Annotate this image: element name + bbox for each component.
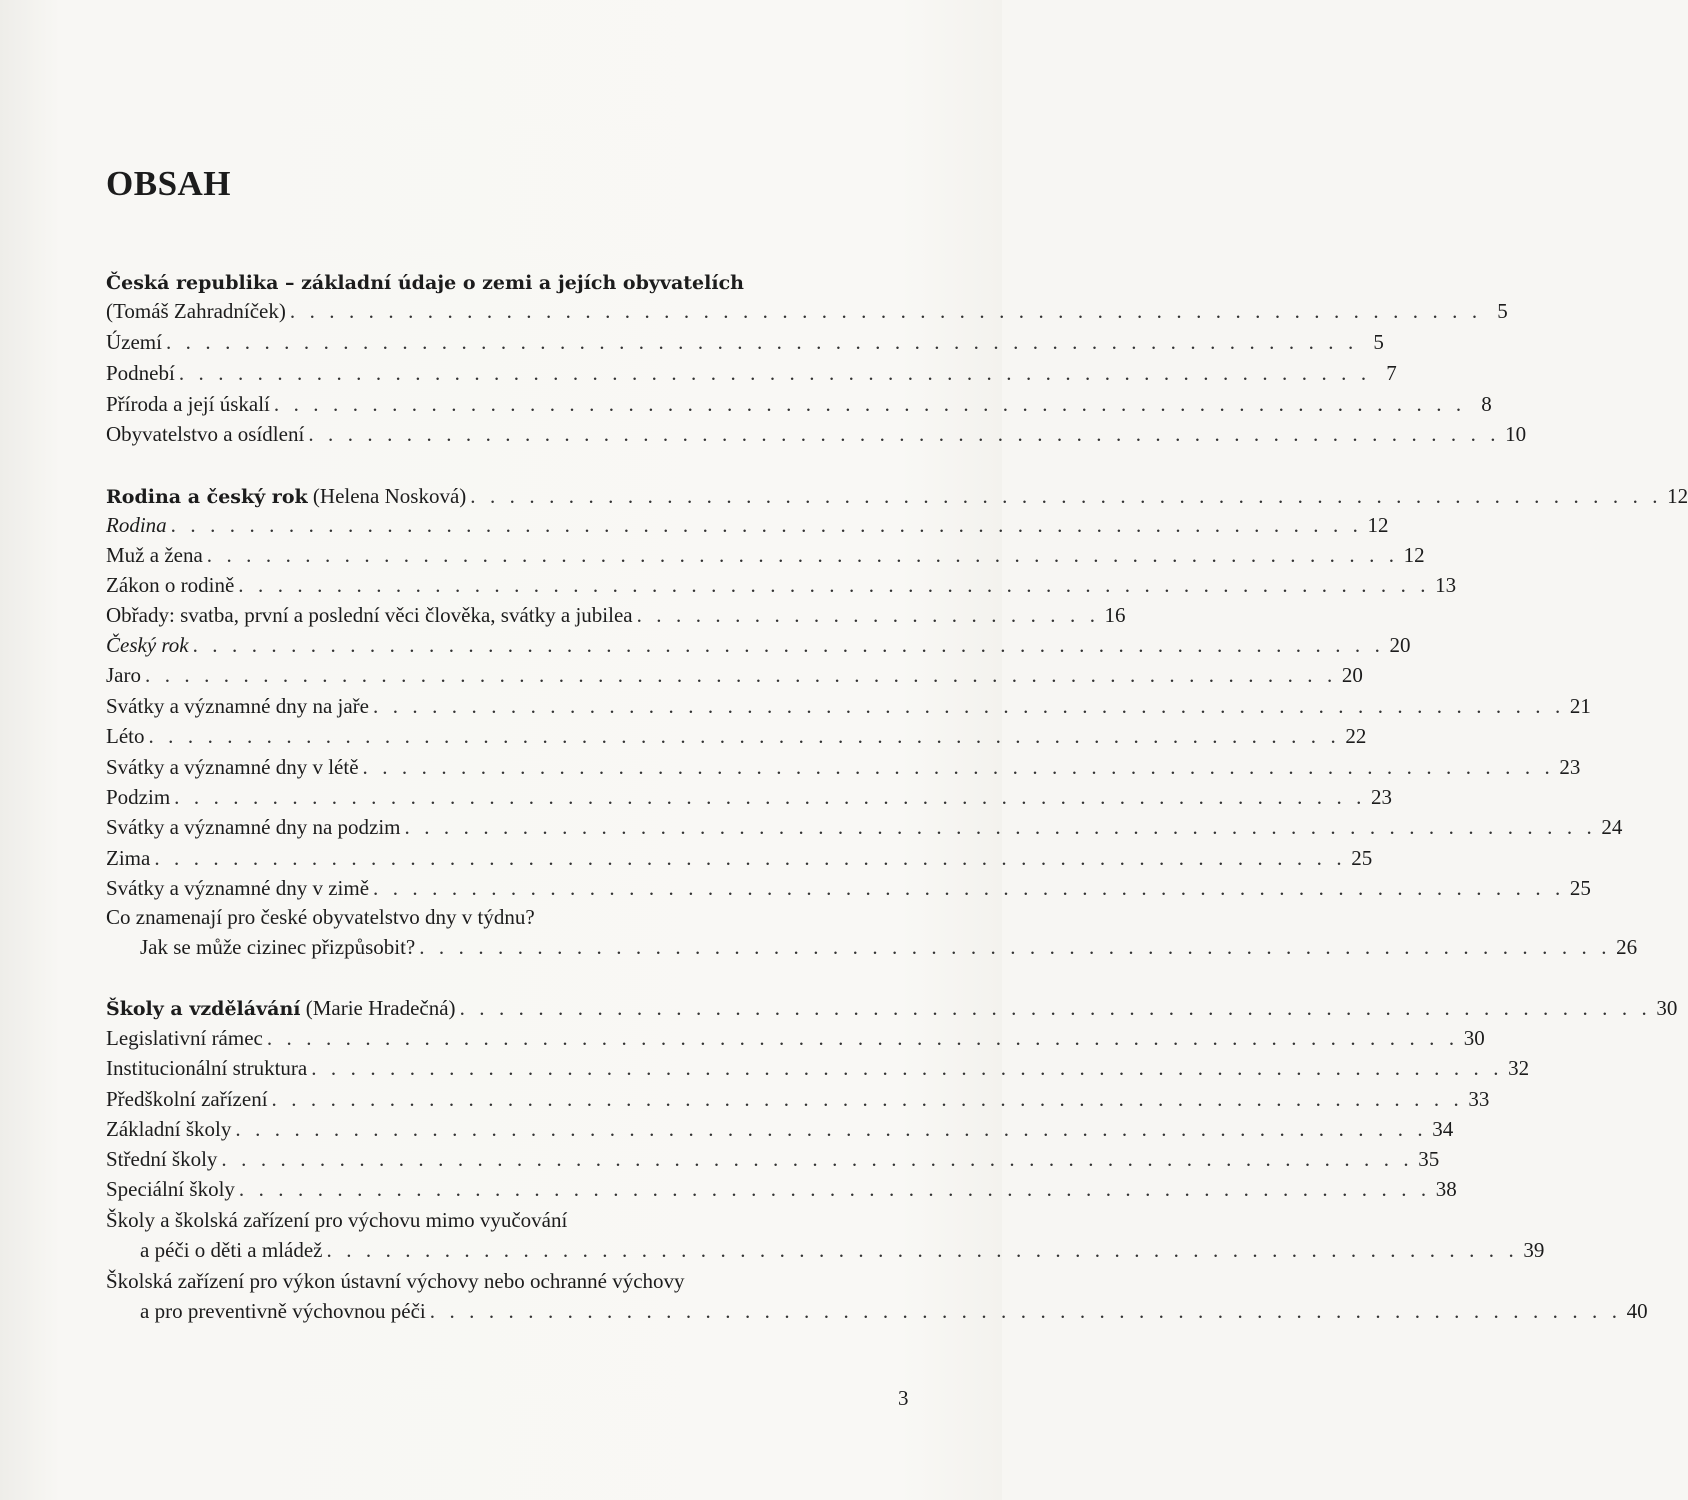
toc-entry[interactable] [106, 663, 1363, 691]
entry-page: 20 [1389, 633, 1411, 657]
entry-page: 40 [1626, 1299, 1648, 1323]
dot-leader: . . . . . . . . . . . . . . . . . . . . . . . . . . . . . . . . . . . . . . . . . . . . . . . . . . . . . . . . . . . . . [170, 513, 1363, 537]
toc-entry[interactable] [106, 513, 1389, 541]
section-title-3[interactable] [106, 996, 1678, 1024]
toc-heading: OBSAH [106, 164, 232, 203]
toc-entry[interactable] [106, 361, 1397, 389]
entry-label: Český rok [106, 633, 189, 657]
entry-label: Střední školy [106, 1147, 218, 1171]
toc-entry[interactable] [106, 1238, 1545, 1266]
entry-label: Podnebí [106, 361, 175, 385]
entry-label: a pro preventivně výchovnou péči [140, 1299, 426, 1323]
dot-leader: . . . . . . . . . . . . . . . . . . . . . . . . [636, 603, 1100, 627]
dot-leader: . . . . . . . . . . . . . . . . . . . . . . . . . . . . . . . . . . . . . . . . . . . . . . . . . . . . . . . . . . . . . [362, 755, 1555, 779]
toc-entry[interactable] [106, 846, 1373, 874]
toc-entry[interactable] [106, 603, 1126, 631]
entry-page: 7 [1386, 361, 1397, 385]
dot-leader: . . . . . . . . . . . . . . . . . . . . . . . . . . . . . . . . . . . . . . . . . . . . . . . . . . . . . . . . . . . . . [419, 935, 1612, 959]
dot-leader: . . . . . . . . . . . . . . . . . . . . . . . . . . . . . . . . . . . . . . . . . . . . . . . . . . . . . . . . . . . . . [429, 1299, 1622, 1323]
entry-label: Základní školy [106, 1117, 232, 1141]
toc-entry[interactable] [106, 633, 1411, 661]
toc-entry[interactable] [106, 1087, 1490, 1115]
toc-entry[interactable] [106, 785, 1393, 813]
section-page: 12 [1667, 484, 1688, 508]
entry-label: a péči o děti a mládež [140, 1238, 323, 1262]
dot-leader: . . . . . . . . . . . . . . . . . . . . . . . . . . . . . . . . . . . . . . . . . . . . . . . . . . . . . . . . . . . . . [235, 1117, 1428, 1141]
toc-entry[interactable] [106, 755, 1581, 783]
toc-entry[interactable] [106, 1299, 1648, 1327]
entry-label: Předškolní zařízení [106, 1087, 268, 1111]
entry-label: Podzim [106, 785, 171, 809]
dot-leader: . . . . . . . . . . . . . . . . . . . . . . . . . . . . . . . . . . . . . . . . . . . . . . . . . . . . . . . . . . . . . [311, 1056, 1504, 1080]
dot-leader: . . . . . . . . . . . . . . . . . . . . . . . . . . . . . . . . . . . . . . . . . . . . . . . . . . . . . . . . . . . . . [178, 361, 1371, 385]
dot-leader: . . . . . . . . . . . . . . . . . . . . . . . . . . . . . . . . . . . . . . . . . . . . . . . . . . . . . . . . . . . . . [238, 1177, 1431, 1201]
section-title-bold: Školy a vzdělávání [106, 998, 301, 1020]
entry-label: Muž a žena [106, 543, 203, 567]
entry-label: Příroda a její úskalí [106, 392, 270, 416]
entry-label-line1[interactable]: Co znamenají pro české obyvatelstvo dny v týdnu? [106, 905, 535, 929]
toc-entry[interactable] [106, 573, 1457, 601]
dot-leader: . . . . . . . . . . . . . . . . . . . . . . . . . . . . . . . . . . . . . . . . . . . . . . . . . . . . . . . . . . . . . [308, 422, 1501, 446]
entry-label-line1[interactable]: Školy a školská zařízení pro výchovu mimo vyučování [106, 1208, 568, 1232]
toc-entry[interactable] [106, 392, 1492, 420]
section-title-1: Česká republika – základní údaje o zemi a jejích obyvatelích [106, 272, 744, 294]
toc-entry[interactable] [106, 1177, 1457, 1205]
entry-page: 16 [1104, 603, 1126, 627]
toc-entry[interactable] [106, 543, 1425, 571]
dot-leader: . . . . . . . . . . . . . . . . . . . . . . . . . . . . . . . . . . . . . . . . . . . . . . . . . . . . . . . . . . . . . [373, 876, 1565, 900]
entry-page: 5 [1373, 330, 1384, 354]
toc-entry[interactable] [106, 1117, 1454, 1145]
entry-page: 34 [1432, 1117, 1454, 1141]
entry-page: 13 [1435, 573, 1457, 597]
dot-leader: . . . . . . . . . . . . . . . . . . . . . . . . . . . . . . . . . . . . . . . . . . . . . . . . . . . . . . . . . . . . . [271, 1087, 1464, 1111]
entry-label: Speciální školy [106, 1177, 235, 1201]
entry-label: Svátky a významné dny na jaře [106, 694, 369, 718]
section-title-bold: Rodina a český rok [106, 486, 308, 508]
entry-label: Svátky a významné dny na podzim [106, 815, 401, 839]
entry-label: Jak se může cizinec přizpůsobit? [140, 935, 416, 959]
dot-leader: . . . . . . . . . . . . . . . . . . . . . . . . . . . . . . . . . . . . . . . . . . . . . . . . . . . . . . . . . . . . . [174, 785, 1367, 809]
dot-leader: . . . . . . . . . . . . . . . . . . . . . . . . . . . . . . . . . . . . . . . . . . . . . . . . . . . . . . . . . . . . . [373, 694, 1565, 718]
section-author: (Marie Hradečná) [300, 996, 456, 1020]
dot-leader: . . . . . . . . . . . . . . . . . . . . . . . . . . . . . . . . . . . . . . . . . . . . . . . . . . . . . . . . . . . . . [192, 633, 1385, 657]
toc-entry[interactable] [106, 876, 1591, 904]
entry-page: 39 [1523, 1238, 1545, 1262]
entry-label: Obyvatelstvo a osídlení [106, 422, 305, 446]
entry-label-line1[interactable]: Školská zařízení pro výkon ústavní výchovy nebo ochranné výchovy [106, 1269, 685, 1293]
entry-label: Rodina [106, 513, 167, 537]
toc-entry[interactable] [106, 815, 1623, 843]
dot-leader: . . . . . . . . . . . . . . . . . . . . . . . . . . . . . . . . . . . . . . . . . . . . . . . . . . . . . . . . . . . . . [273, 392, 1466, 416]
toc-entry[interactable] [106, 1147, 1440, 1175]
dot-leader: . . . . . . . . . . . . . . . . . . . . . . . . . . . . . . . . . . . . . . . . . . . . . . . . . . . . . . . . . . . . . [404, 815, 1597, 839]
dot-leader: . . . . . . . . . . . . . . . . . . . . . . . . . . . . . . . . . . . . . . . . . . . . . . . . . . . . . . . . . . . . . [148, 724, 1341, 748]
toc-entry[interactable] [106, 724, 1367, 752]
toc-entry[interactable] [106, 694, 1591, 722]
entry-label: (Tomáš Zahradníček) [106, 299, 286, 323]
entry-page: 8 [1481, 392, 1492, 416]
entry-label: Institucionální struktura [106, 1056, 308, 1080]
entry-page: 38 [1435, 1177, 1457, 1201]
toc-entry[interactable] [106, 422, 1527, 450]
toc-entry[interactable] [106, 1026, 1485, 1054]
entry-page: 33 [1468, 1087, 1490, 1111]
section-title-2[interactable] [106, 484, 1688, 512]
entry-page: 24 [1601, 815, 1623, 839]
entry-page: 20 [1341, 663, 1363, 687]
toc-entry[interactable] [106, 1056, 1530, 1084]
entry-page: 22 [1345, 724, 1367, 748]
entry-label: Zima [106, 846, 151, 870]
entry-label: Legislativní rámec [106, 1026, 263, 1050]
dot-leader: . . . . . . . . . . . . . . . . . . . . . . . . . . . . . . . . . . . . . . . . . . . . . . . . . . . . . . . . . . . . . [238, 573, 1431, 597]
entry-page: 12 [1403, 543, 1425, 567]
toc-entry[interactable] [106, 330, 1384, 358]
entry-label: Léto [106, 724, 145, 748]
section-author: (Helena Nosková) [307, 484, 467, 508]
entry-page: 23 [1559, 755, 1581, 779]
entry-page: 5 [1497, 299, 1508, 323]
dot-leader: . . . . . . . . . . . . . . . . . . . . . . . . . . . . . . . . . . . . . . . . . . . . . . . . . . . . . . . . . . . . . [165, 330, 1358, 354]
page-number: 3 [898, 1386, 909, 1410]
dot-leader: . . . . . . . . . . . . . . . . . . . . . . . . . . . . . . . . . . . . . . . . . . . . . . . . . . . . . . . . . . . . . [221, 1147, 1414, 1171]
entry-page: 12 [1367, 513, 1389, 537]
entry-page: 25 [1351, 846, 1373, 870]
entry-page: 25 [1569, 876, 1591, 900]
entry-label: Svátky a významné dny v zimě [106, 876, 370, 900]
entry-page: 21 [1569, 694, 1591, 718]
dot-leader: . . . . . . . . . . . . . . . . . . . . . . . . . . . . . . . . . . . . . . . . . . . . . . . . . . . . . . . . . . . . . [145, 663, 1337, 687]
entry-label: Jaro [106, 663, 141, 687]
entry-page: 30 [1463, 1026, 1485, 1050]
entry-page: 32 [1508, 1056, 1530, 1080]
dot-leader: . . . . . . . . . . . . . . . . . . . . . . . . . . . . . . . . . . . . . . . . . . . . . . . . . . . . . . . . . . . . . [206, 543, 1399, 567]
dot-leader: . . . . . . . . . . . . . . . . . . . . . . . . . . . . . . . . . . . . . . . . . . . . . . . . . . . . . . . . . . . . . [470, 484, 1663, 508]
entry-label: Území [106, 330, 162, 354]
entry-page: 35 [1418, 1147, 1440, 1171]
toc-entry[interactable] [106, 299, 1508, 327]
dot-leader: . . . . . . . . . . . . . . . . . . . . . . . . . . . . . . . . . . . . . . . . . . . . . . . . . . . . . . . . . . . . . [289, 299, 1482, 323]
entry-page: 26 [1616, 935, 1638, 959]
dot-leader: . . . . . . . . . . . . . . . . . . . . . . . . . . . . . . . . . . . . . . . . . . . . . . . . . . . . . . . . . . . . . [326, 1238, 1519, 1262]
entry-label: Obřady: svatba, první a poslední věci člověka, svátky a jubilea [106, 603, 633, 627]
dot-leader: . . . . . . . . . . . . . . . . . . . . . . . . . . . . . . . . . . . . . . . . . . . . . . . . . . . . . . . . . . . . . [154, 846, 1347, 870]
toc-entry[interactable] [106, 935, 1638, 963]
entry-label: Svátky a významné dny v létě [106, 755, 359, 779]
dot-leader: . . . . . . . . . . . . . . . . . . . . . . . . . . . . . . . . . . . . . . . . . . . . . . . . . . . . . . . . . . . . . [459, 996, 1652, 1020]
entry-label: Zákon o rodině [106, 573, 235, 597]
dot-leader: . . . . . . . . . . . . . . . . . . . . . . . . . . . . . . . . . . . . . . . . . . . . . . . . . . . . . . . . . . . . . [266, 1026, 1459, 1050]
entry-page: 23 [1371, 785, 1393, 809]
section-page: 30 [1656, 996, 1678, 1020]
entry-page: 10 [1505, 422, 1527, 446]
